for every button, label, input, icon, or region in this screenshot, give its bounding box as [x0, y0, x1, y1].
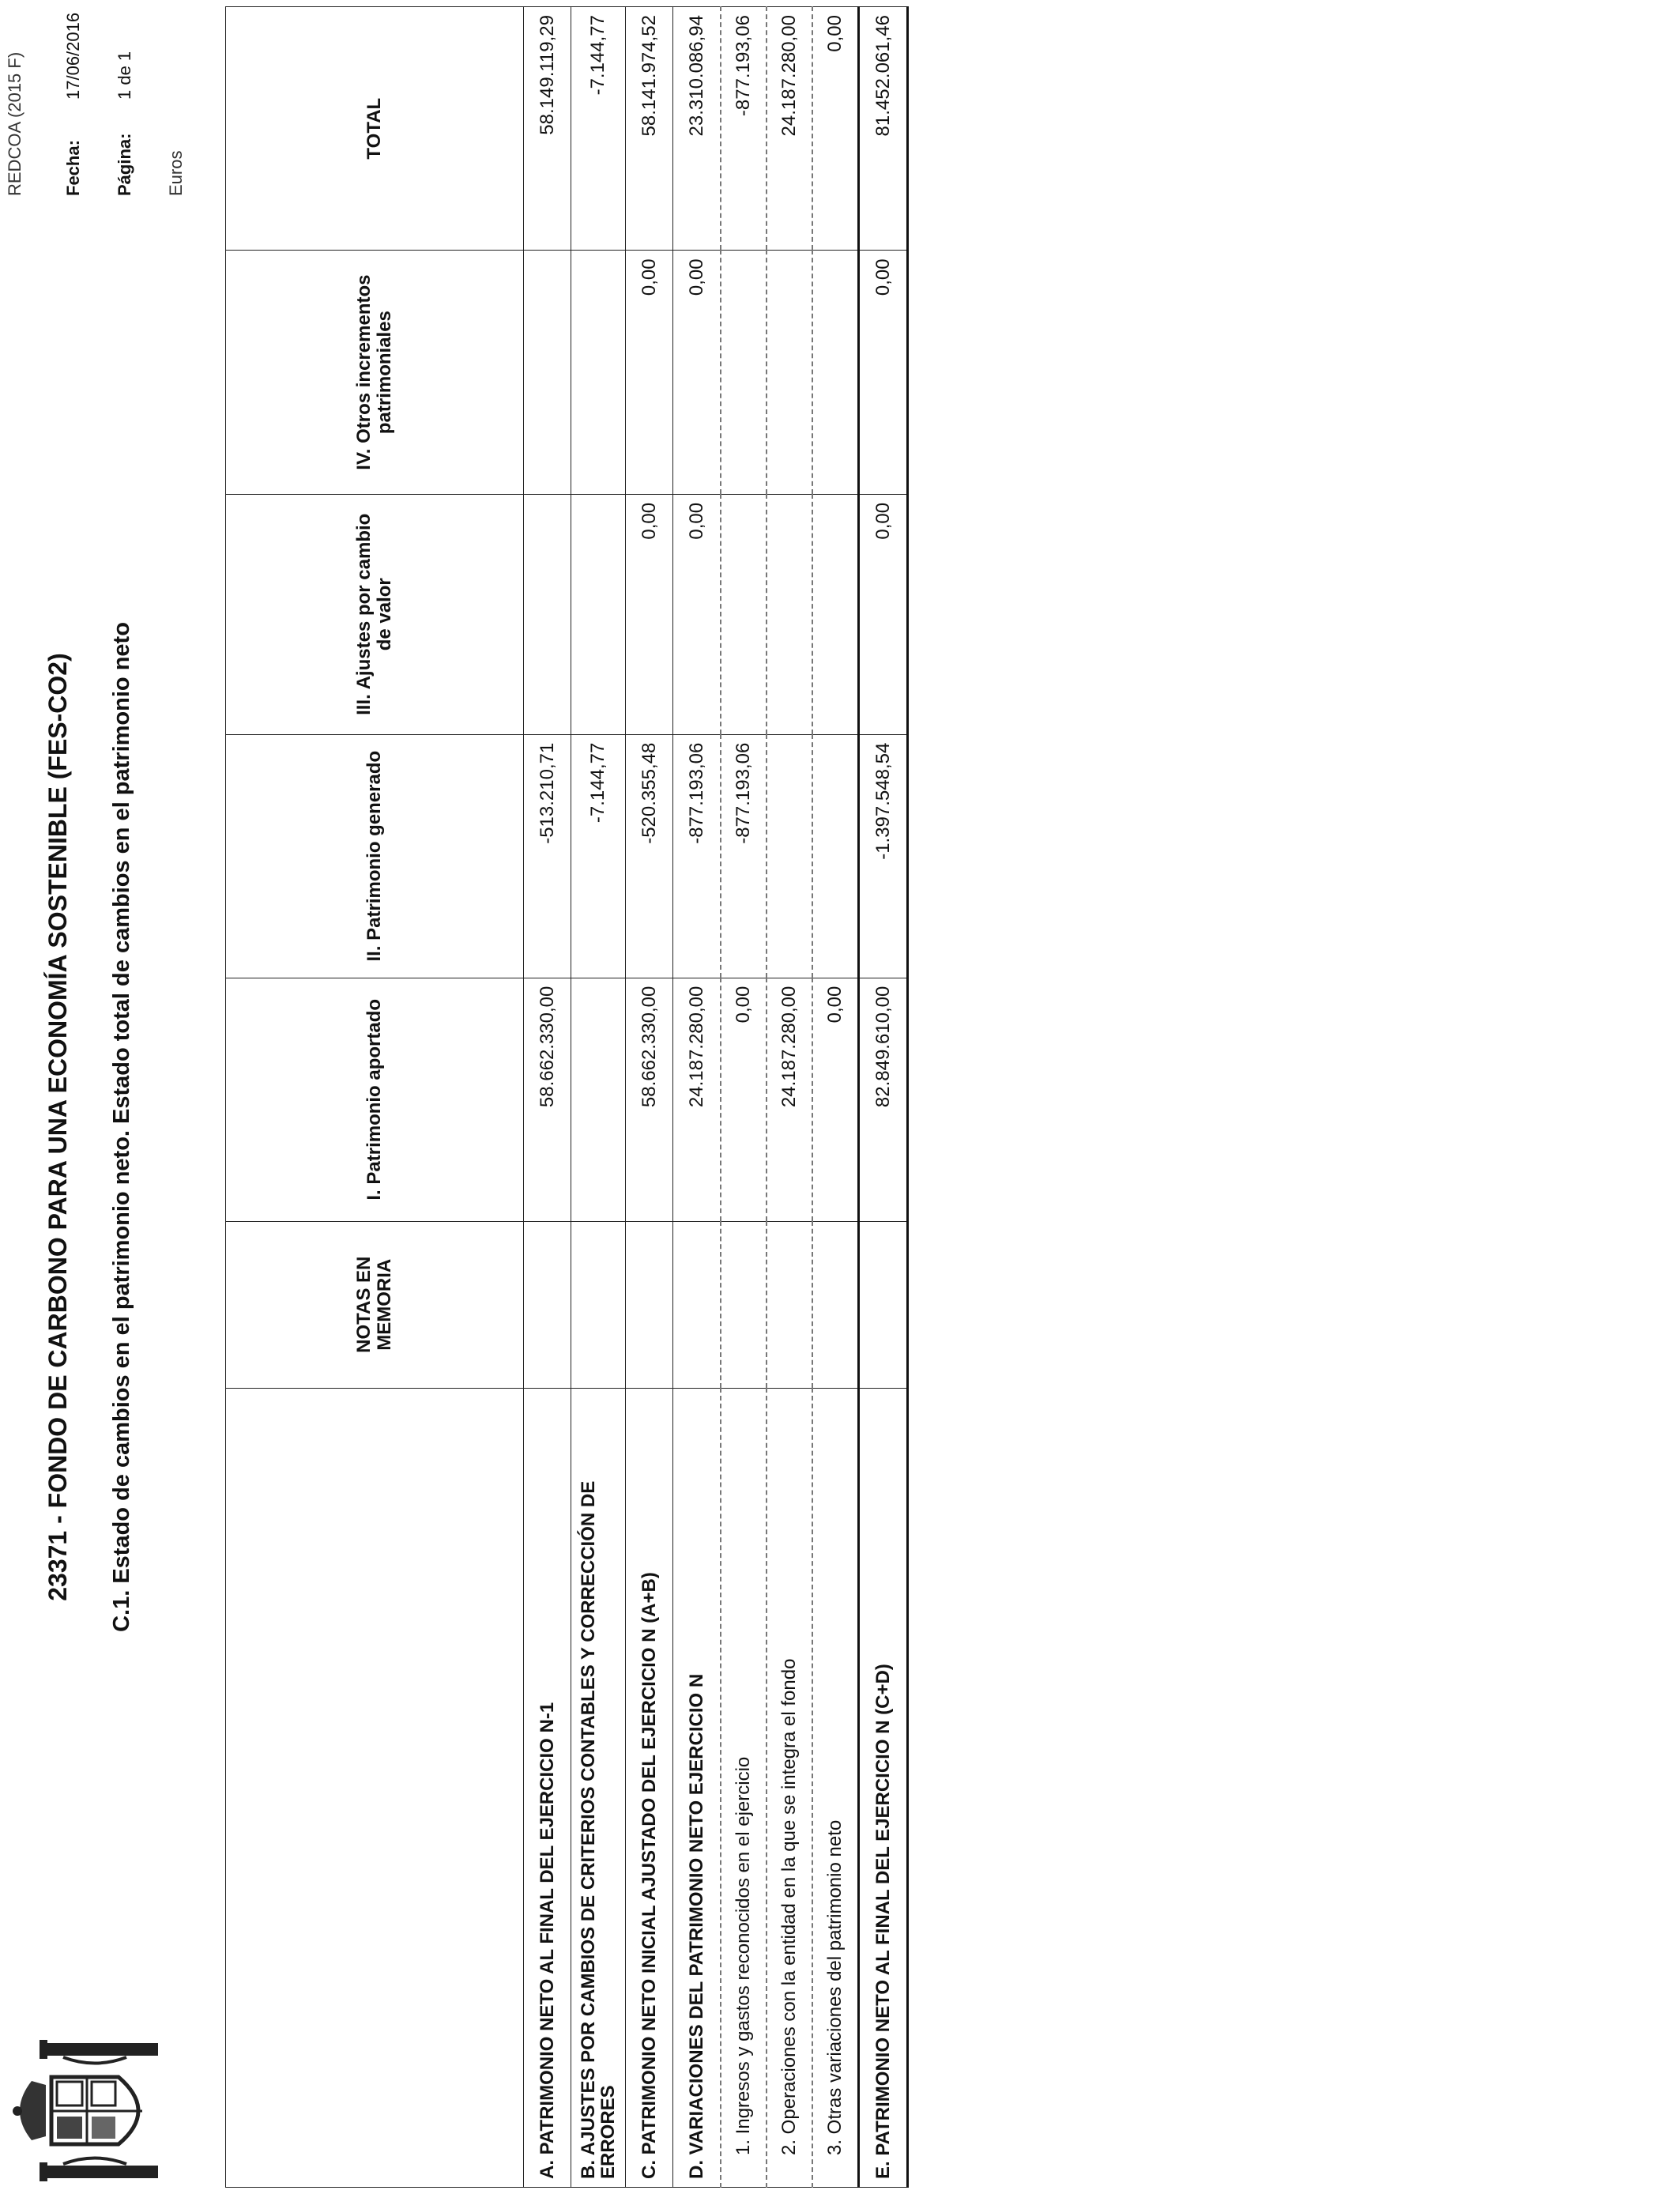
row-notes [571, 1221, 626, 1388]
col-header-concept [226, 1388, 524, 2187]
row-label: E. PATRIMONIO NETO AL FINAL DEL EJERCICIO N (C+D) [859, 1388, 908, 2187]
cell-otros [721, 251, 767, 494]
col-header-aportado: I. Patrimonio aportado [226, 978, 524, 1221]
cell-otros [812, 251, 859, 494]
row-label: 3. Otras variaciones del patrimonio neto [812, 1388, 859, 2187]
col-header-ajustes: III. Ajustes por cambio de valor [226, 494, 524, 734]
cell-total: 58.149.119,29 [524, 7, 571, 251]
col-header-notes: NOTAS EN MEMORIA [226, 1221, 524, 1388]
report-subtitle: C.1. Estado de cambios en el patrimonio neto. Estado total de cambios en el patrimonio neto [109, 622, 134, 1632]
row-label: C. PATRIMONIO NETO INICIAL AJUSTADO DEL EJERCICIO N (A+B) [626, 1388, 673, 2187]
cell-generado: -1.397.548,54 [859, 734, 908, 978]
table-row [673, 7, 721, 2188]
report-title: 23371 - FONDO DE CARBONO PARA UNA ECONOMÍA SOSTENIBLE (FES-CO2) [43, 653, 72, 1601]
row-notes [524, 1221, 571, 1388]
cell-total: 0,00 [812, 7, 859, 251]
table-row [626, 7, 673, 2188]
table-row [721, 7, 767, 2188]
table-row [859, 7, 908, 2188]
cell-otros: 0,00 [673, 251, 721, 494]
row-label: 1. Ingresos y gastos reconocidos en el ejercicio [721, 1388, 767, 2187]
cell-total: -7.144,77 [571, 7, 626, 251]
table-frame [225, 0, 1454, 2194]
row-label: B. AJUSTES POR CAMBIOS DE CRITERIOS CONTABLES Y CORRECCIÓN DE ERRORES [571, 1388, 626, 2187]
table-row [571, 7, 626, 2188]
cell-total: -877.193,06 [721, 7, 767, 251]
cell-aportado: 0,00 [721, 978, 767, 1221]
cell-otros [524, 251, 571, 494]
cell-ajustes [767, 494, 812, 734]
row-notes [673, 1221, 721, 1388]
row-notes [767, 1221, 812, 1388]
fecha-label: Fecha: [63, 140, 83, 196]
pagina-value: 1 de 1 [115, 51, 134, 100]
cell-total: 24.187.280,00 [767, 7, 812, 251]
cell-generado: -877.193,06 [721, 734, 767, 978]
cell-ajustes: 0,00 [859, 494, 908, 734]
cell-otros [571, 251, 626, 494]
row-notes [721, 1221, 767, 1388]
cell-ajustes [571, 494, 626, 734]
cell-aportado: 0,00 [812, 978, 859, 1221]
row-label: 2. Operaciones con la entidad en la que se integra el fondo [767, 1388, 812, 2187]
cell-total: 58.141.974,52 [626, 7, 673, 251]
cell-aportado: 58.662.330,00 [626, 978, 673, 1221]
row-notes [812, 1221, 859, 1388]
pagina-label: Página: [115, 133, 134, 196]
fecha-value: 17/06/2016 [63, 12, 83, 100]
col-header-total: TOTAL [226, 7, 524, 251]
row-label: A. PATRIMONIO NETO AL FINAL DEL EJERCICIO N-1 [524, 1388, 571, 2187]
row-notes [626, 1221, 673, 1388]
row-label: D. VARIACIONES DEL PATRIMONIO NETO EJERCICIO N [673, 1388, 721, 2187]
col-header-generado: II. Patrimonio generado [226, 734, 524, 978]
table-row [767, 7, 812, 2188]
cell-ajustes [721, 494, 767, 734]
cell-otros: 0,00 [626, 251, 673, 494]
cell-generado: -877.193,06 [673, 734, 721, 978]
cell-ajustes [812, 494, 859, 734]
cell-ajustes: 0,00 [626, 494, 673, 734]
coat-of-arms-logo [8, 2034, 174, 2188]
table-header-row [226, 7, 524, 2188]
cell-otros: 0,00 [859, 251, 908, 494]
cell-otros [767, 251, 812, 494]
cell-total: 81.452.061,46 [859, 7, 908, 251]
cell-generado: -7.144,77 [571, 734, 626, 978]
col-header-otros: IV. Otros incrementos patrimoniales [226, 251, 524, 494]
cell-aportado [571, 978, 626, 1221]
cell-generado [812, 734, 859, 978]
cell-ajustes [524, 494, 571, 734]
cell-aportado: 82.849.610,00 [859, 978, 908, 1221]
cell-aportado: 24.187.280,00 [673, 978, 721, 1221]
report-code: REDCOA (2015 F) [5, 51, 24, 196]
cell-total: 23.310.086,94 [673, 7, 721, 251]
table-row [812, 7, 859, 2188]
cell-aportado: 24.187.280,00 [767, 978, 812, 1221]
currency-label: Euros [166, 150, 186, 196]
table-row [524, 7, 571, 2188]
cell-aportado: 58.662.330,00 [524, 978, 571, 1221]
cell-generado: -520.355,48 [626, 734, 673, 978]
equity-changes-table [225, 6, 909, 2188]
row-notes [859, 1221, 908, 1388]
cell-ajustes: 0,00 [673, 494, 721, 734]
cell-generado [767, 734, 812, 978]
cell-generado: -513.210,71 [524, 734, 571, 978]
